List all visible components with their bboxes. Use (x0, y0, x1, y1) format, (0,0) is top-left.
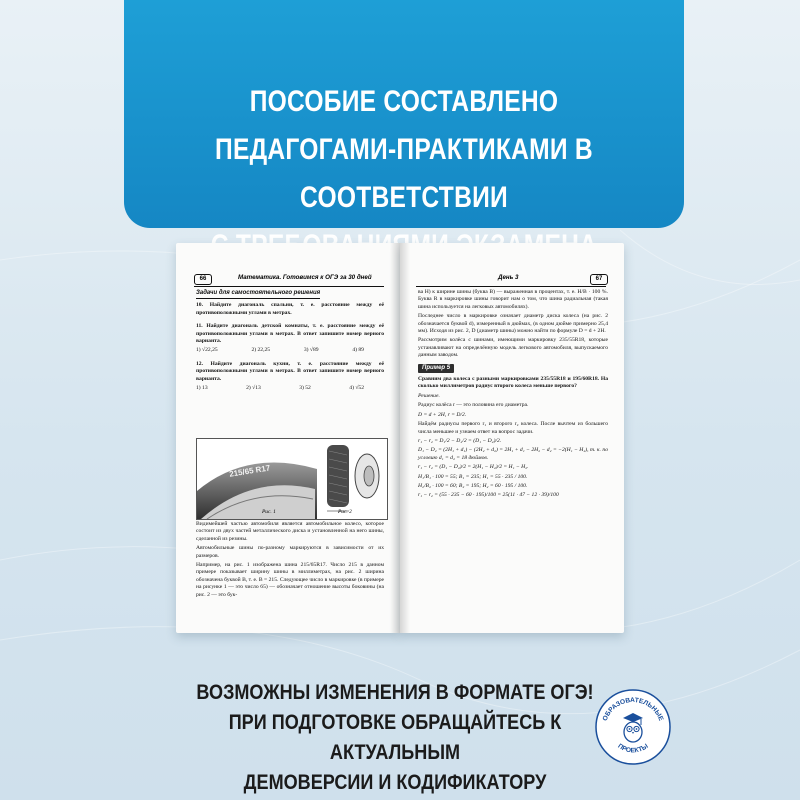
option: 1) √22,25 (196, 347, 218, 354)
caption-fig-1: Рис. 1 (262, 509, 276, 515)
solution-line: H₁/B₁ · 100 = 55; B₁ = 235; H₁ = 55 · 235 / 100. (418, 473, 528, 480)
option: 1) 13 (196, 385, 208, 392)
task-num: 11. (196, 323, 203, 330)
tire-marking-text: 215/65 R17 (228, 463, 271, 479)
option: 2) 22,25 (251, 347, 271, 354)
solution-line: D = d + 2H, r = D/2. (418, 411, 467, 418)
solution-line: H₂/B₂ · 100 = 60; B₂ = 195; H₂ = 60 · 195 / 100. (418, 482, 528, 489)
wheel-hub (364, 466, 374, 486)
footer-line-3: ДЕМОВЕРСИИ И КОДИФИКАТОРУ (243, 771, 547, 794)
paragraph: Например, на рис. 1 изображена шина 215/65R17. Число 215 в данном примере показывает ширину шины в миллиметрах, на рис. 2 ширина обозначена буквой B, т. е. B = 215. Следующее число в маркировке (в примере на рисунке 1 — это число 65) — обозначает отношение высоты боковины (на рис. 2 — это бук- (196, 562, 384, 598)
task-12 (196, 361, 384, 383)
tasks-block (196, 290, 384, 397)
footer-line-1: ВОЗМОЖНЫ ИЗМЕНЕНИЯ В ФОРМАТЕ ОГЭ! (196, 681, 594, 704)
solution-line: Радиус колёса r — это половина его диаметра. (418, 402, 529, 409)
logo-mark (594, 688, 672, 766)
header-rule (416, 286, 606, 287)
solution-label: Решение. (418, 392, 440, 399)
footer-notice (193, 678, 597, 798)
task-11-options (196, 347, 384, 354)
option: 3) 52 (299, 385, 311, 392)
open-book (176, 243, 624, 639)
logo-bottom-text: ПРОЕКТЫ (616, 742, 650, 755)
tire-profile (327, 445, 349, 507)
paragraph: Видимейшей частью автомобиля является автомобильное колесо, которое состоит из двух частей металлического диска и установленной на него шины, сделанной из резины. (196, 521, 384, 542)
left-body-text (196, 521, 384, 601)
paragraph: Рассмотрим колёса с шинами, имеющими маркировку 235/55R18, которые устанавливают на определённую модель легкового автомобиля, выпускаемого данным заводом. (418, 337, 608, 359)
logo-top-text: ОБРАЗОВАТЕЛЬНЫЕ (601, 696, 665, 722)
banner-line-2: ПЕДАГОГАМИ-ПРАКТИКАМИ В СООТВЕТСТВИИ (215, 133, 593, 214)
example-label: Пример 5 (418, 364, 454, 373)
option: 2) √13 (246, 385, 261, 392)
task-12-options (196, 385, 384, 392)
running-head-right: День 3 (498, 274, 519, 281)
banner-headline (174, 78, 633, 270)
solution-line: Найдём радиусы первого r₁ и второго r₂ колеса. После вычтем из большего числа меньшее и узнаем ответ на вопрос задачи. (418, 421, 608, 435)
paragraph: ва H) к ширине шины (буква B) — выраженная в процентах, т. е. H/B · 100 %. Буква R в маркировке шины говорит нам о том, что шина радиальная (такая шина используется на легковых автомобилях). (418, 289, 608, 310)
tire-drawing (197, 439, 387, 519)
paragraph: Автомобильные шины по-разному маркируются в зависимости от их размеров. (196, 545, 384, 559)
task-num: 10. (196, 302, 203, 309)
tire-illustration (196, 438, 388, 520)
option: 4) √52 (349, 385, 364, 392)
solution-line: r₁ − r₂ = D₁/2 − D₂/2 = (D₁ − D₂)/2. (418, 437, 502, 444)
page-number-left: 66 (194, 274, 212, 285)
publisher-logo (594, 688, 672, 766)
task-11 (196, 323, 384, 345)
task-num: 12. (196, 360, 203, 367)
left-page (176, 243, 400, 633)
paragraph: Последнее число в маркировке означает диаметр диска колеса (на рис. 2 обозначается буквой d), измеренный в дюймах, (в одном дюйме примерно 25,4 мм). Исходя из рис. 2, D (диаметр шины) можно найти по формуле D = d + 2H. (418, 313, 608, 335)
page-number-right: 67 (590, 274, 608, 285)
task-text: Найдите диагональ детской комнаты, т. е. расстояние между её противоположными углами в метрах. В ответ запишите номер верного варианта. (196, 323, 384, 345)
task-text: Найдите диагональ кухни, т. е. расстояние между её противоположными углами в метрах. В ответ запишите номер верного варианта. (196, 360, 384, 382)
task-text: Найдите диагональ спальни, т. е. расстояние между её противоположными углами в метрах. (196, 302, 385, 316)
solution-line: D₁ − D₂ = (2H₁ + d₁) − (2H₂ + d₂) = 2H₁ + d₁ − 2H₂ − d₂ = −2(H₁ − H₂), т. к. по условию d₁ = d₂ = 18 дюймов. (418, 447, 608, 461)
section-title: Задачи для самостоятельного решения (196, 290, 320, 299)
header-rule (194, 286, 384, 287)
right-body-text (418, 289, 608, 502)
right-page (400, 243, 624, 633)
footer-line-2: ПРИ ПОДГОТОВКЕ ОБРАЩАЙТЕСЬ К АКТУАЛЬНЫМ (228, 711, 562, 764)
option: 3) √89 (303, 347, 319, 354)
solution-line: r₁ − r₂ = (55 · 235 − 60 · 195)/100 = 25(11 · 47 − 12 · 39)/100 (418, 492, 559, 499)
banner-line-1: ПОСОБИЕ СОСТАВЛЕНО (249, 85, 559, 118)
solution-line: r₁ − r₂ = (D₁ − D₂)/2 = 2(H₁ − H₂)/2 = H₁ − H₂. (418, 464, 529, 471)
caption-fig-2: Рис. 2 (338, 509, 352, 515)
example-text: Сравним два колеса с разными маркировками 235/55R18 и 195/60R18. На сколько миллиметров радиус второго колеса меньше первого? (418, 376, 608, 390)
running-head-left: Математика. Готовимся к ОГЭ за 30 дней (238, 274, 372, 281)
task-10 (196, 302, 384, 317)
option: 4) 89 (352, 347, 364, 354)
book-gutter (390, 243, 410, 633)
